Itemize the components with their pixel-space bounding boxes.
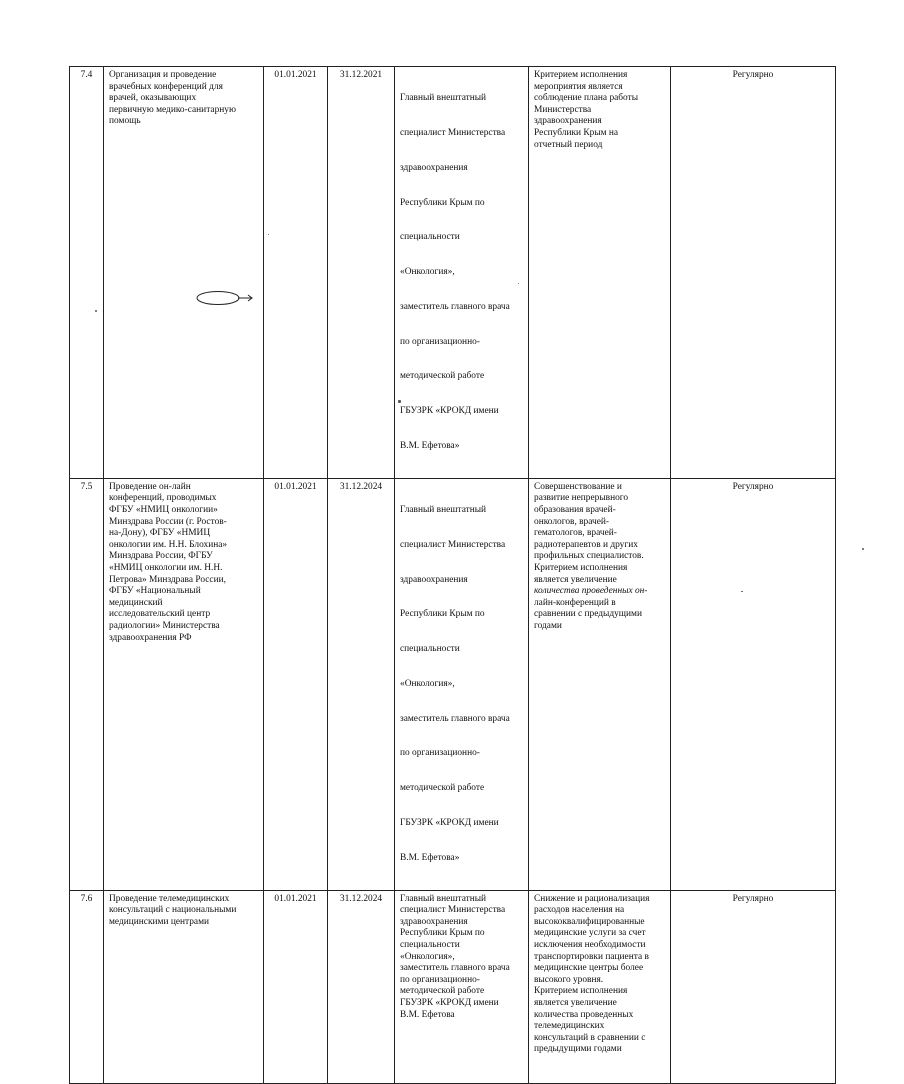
result-cell: Снижение и рационализация расходов населения на высококвалифицированные медицинские услуги за счет исключения необходимости транспортировки пациента в медицинские центры более высокого уровня. Критерием исполнения является увеличение количества проведенных телемедицинских консультаций в сравнении с предыдущими годами xyxy=(529,890,671,1083)
scan-speck xyxy=(398,400,401,403)
frequency-cell: Регулярно xyxy=(671,890,836,1083)
result-cell: Совершенствование и развитие непрерывного образования врачей- онкологов, врачей- гематологов, врачей- радиотерапевтов и других профильных специалистов. Критерием исполнения является увеличение количества проведенных он- лайн-конференций в сравнении с предыдущими годами xyxy=(529,478,671,890)
start-date: 01.01.2021 xyxy=(264,67,328,479)
handwritten-circle-mark xyxy=(196,289,256,307)
scan-speck xyxy=(95,310,97,312)
row-number: 7.6 xyxy=(70,890,104,1083)
end-date: 31.12.2024 xyxy=(328,890,395,1083)
executor-cell: Главный внештатный специалист Министерства здравоохранения Республики Крым по специальности «Онкология», заместитель главного врача по организационно- методической работе ГБУЗРК «КРОКД имени В.М. Ефетова xyxy=(395,890,529,1083)
scan-speck xyxy=(518,283,519,284)
scan-speck xyxy=(268,234,269,235)
table-row xyxy=(70,478,836,890)
executor-cell: Главный внештатный специалист Министерства здравоохранения Республики Крым по специальности «Онкология», заместитель главного врача по организационно- методической работе ГБУЗРК «КРОКД имени В.М. Ефетова» xyxy=(395,478,529,890)
scan-speck xyxy=(741,591,743,592)
table-row xyxy=(70,67,836,479)
start-date: 01.01.2021 xyxy=(264,478,328,890)
frequency-cell: Регулярно xyxy=(671,478,836,890)
row-number: 7.5 xyxy=(70,478,104,890)
event-cell: Организация и проведение врачебных конференций для врачей, оказывающих первичную медико-санитарную помощь xyxy=(104,67,264,479)
scan-speck xyxy=(862,548,864,550)
executor-cell: Главный внештатный специалист Министерства здравоохранения Республики Крым по специальности «Онкология», заместитель главного врача по организационно- методической работе ГБУЗРК «КРОКД имени В.М. Ефетова» xyxy=(395,67,529,479)
end-date: 31.12.2024 xyxy=(328,478,395,890)
event-cell: Проведение он-лайн конференций, проводимых ФГБУ «НМИЦ онкологии» Минздрава России (г. Ростов- на-Дону), ФГБУ «НМИЦ онкологии им. Н.Н. Блохина» Минздрава России, ФГБУ «НМИЦ онкологии им. Н.Н. Петрова» Минздрава России, ФГБУ «Национальный медицинский исследовательский центр радиологии» Министерства здравоохранения РФ xyxy=(104,478,264,890)
row-number: 7.4 xyxy=(70,67,104,479)
table-row xyxy=(70,890,836,1083)
frequency-cell: Регулярно xyxy=(671,67,836,479)
end-date: 31.12.2021 xyxy=(328,67,395,479)
event-cell: Проведение телемедицинских консультаций с национальными медицинскими центрами xyxy=(104,890,264,1083)
result-cell: Критерием исполнения мероприятия является соблюдение плана работы Министерства здравоохранения Республики Крым на отчетный период xyxy=(529,67,671,479)
start-date: 01.01.2021 xyxy=(264,890,328,1083)
plan-table xyxy=(69,66,836,1084)
